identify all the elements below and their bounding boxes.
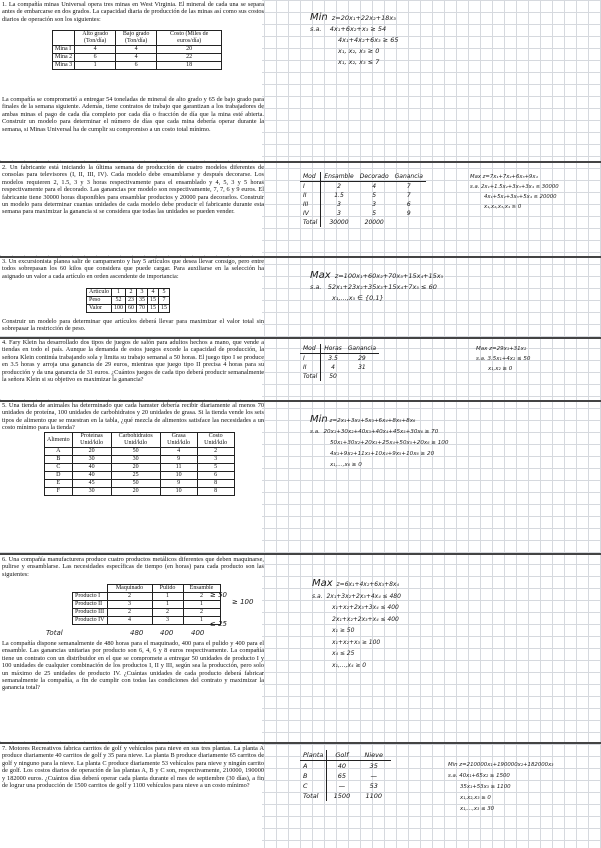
problem-7	[2, 745, 264, 789]
handwritten-solution-4	[476, 344, 530, 374]
table-cell: 25	[111, 472, 160, 480]
problem-3-statement: 3. Un excursionista planea salir de campamento y hay 5 artículos que desea llevar consigo, pero entre todos sobrepasan los 60 kilos que considera que puede cargar. Para auxiliarse en la selección ha asignado un valor a cada artículo en orden ascendente de importancia:	[2, 258, 264, 280]
table-header: Alimento	[45, 433, 73, 448]
table-row	[53, 46, 222, 54]
table-cell: 4	[372, 183, 377, 190]
table-cell: F	[45, 488, 73, 496]
table-row	[300, 761, 391, 772]
subject-to-label: s.a.	[448, 773, 458, 779]
table-cell: 20000	[364, 219, 384, 226]
constraint: x₁+x₂+x₃ ≥ 100	[332, 638, 381, 646]
handwritten-annotation: ≥ 100	[232, 598, 254, 606]
problem-5-statement: 5. Una tienda de animales ha determinado que cada hamster debería recibir diariamente al menos 70 unidades de proteína, 100 unidades de carbohidratos y 20 unidades de grasa. Si la tienda vende los seis tipos de alimento que se muestran en la tabla, ¿qué mezcla de alimentos satisface las necesidades a un costo mínimo para la tienda?	[2, 402, 264, 432]
table-cell: C	[45, 464, 73, 472]
table-cell: 6	[406, 201, 411, 208]
table-cell: 4	[160, 448, 197, 456]
table-cell: 20	[157, 46, 222, 54]
table-cell: Total	[300, 791, 327, 801]
constraint: 40x₁+65x₂ ≥ 1500	[459, 773, 510, 779]
problem-5	[2, 402, 264, 432]
problem-1	[2, 1, 264, 23]
table-cell: 2	[152, 609, 183, 617]
table-row	[300, 191, 426, 200]
table-cell: Valor	[87, 305, 112, 313]
objective-function: z=210000x₁+190000x₂+182000x₃	[459, 762, 554, 768]
constraint: 52x₁+23x₂+35x₃+15x₄+7x₅ ≤ 60	[327, 283, 437, 291]
constraint: x₁,...,x₅ ∈ {0,1}	[332, 294, 384, 302]
objective-label: Max	[312, 578, 333, 589]
table-cell: 3	[197, 456, 234, 464]
table-cell: 8	[197, 480, 234, 488]
table-cell: 10	[160, 488, 197, 496]
table-cell: I	[300, 354, 321, 364]
problem-5-table	[44, 432, 235, 496]
table-cell: Peso	[87, 297, 112, 305]
objective-function: z=2x₁+3x₂+5x₃+6x₄+8x₅+8x₆	[329, 418, 416, 424]
constraint: x₁, x₂, x₃ ≥ 0	[338, 47, 380, 55]
table-header: Ensamble	[183, 585, 220, 593]
objective-function: z=7x₁+7x₂+6x₃+9x₄	[482, 174, 538, 180]
table-row	[300, 218, 426, 227]
table-cell: 52	[112, 297, 126, 305]
table-row	[300, 771, 391, 781]
problem-4	[2, 339, 264, 383]
subject-to-label: s.a.	[310, 283, 322, 291]
constraint: 35x₁+53x₃ ≥ 1100	[460, 784, 511, 790]
table-cell: 2	[337, 183, 341, 190]
constraint: x₄ ≤ 25	[332, 650, 355, 657]
table-cell: 20	[111, 464, 160, 472]
table-cell: 30	[72, 456, 111, 464]
table-header: Decorado	[357, 172, 392, 182]
table-cell: 4	[75, 46, 116, 54]
handwritten-total: 480	[130, 629, 144, 637]
table-cell: 6	[116, 62, 157, 70]
table-header: 2	[126, 289, 137, 297]
handwritten-annotation: ≤ 25	[210, 620, 227, 628]
constraint: 4x₁+6x₂+x₃ ≥ 54	[329, 25, 387, 33]
table-cell: I	[300, 182, 321, 192]
table-cell: 10	[160, 472, 197, 480]
table-cell: 31	[358, 364, 366, 371]
constraint: 2x₁+1.5x₂+3x₃+3x₄ ≤ 30000	[481, 184, 559, 190]
table-cell: 6	[197, 472, 234, 480]
table-header: 4	[148, 289, 159, 297]
table-cell: 100	[112, 305, 126, 313]
problem-1-statement: 1. La compañía minas Universal opera tres minas en West Virginia. El mineral de cada una se separa antes de embarcarse en dos grados. La capacidad diaria de producción de las minas así como sus costos diarios de operación son los siguientes:	[2, 1, 264, 23]
table-header: Ganancia	[345, 344, 379, 354]
table-header: Pulido	[152, 585, 183, 593]
table-cell: 2	[183, 593, 220, 601]
problem-3-table	[86, 288, 170, 313]
table-cell: 4	[107, 617, 152, 625]
problem-3-continuation	[2, 318, 264, 333]
table-cell: Mina 3	[53, 62, 75, 70]
table-header: Alto grado (Ton/día)	[75, 31, 116, 46]
table-cell: Mina I	[53, 46, 75, 54]
table-cell: 30	[72, 488, 111, 496]
table-cell: 50	[329, 373, 337, 380]
table-cell	[392, 218, 426, 227]
table-cell: 3.5	[328, 355, 338, 362]
table-header: Horas	[321, 344, 345, 354]
table-cell: Producto III	[73, 609, 108, 617]
table-cell: Producto II	[73, 601, 108, 609]
handwritten-table-7	[300, 750, 391, 801]
table-cell: 23	[126, 297, 137, 305]
problem-7-statement: 7. Motores Recreativos fabrica carritos de golf y vehículos para nieve en sus tres plantas. La planta A produce diariamente 40 carritos de golf y 35 para nieve. La planta B produce diariamente 65 carritos de golf y ninguno para la nieve. La planta C produce diariamente 53 vehículos para nieve y ningún carrito de golf. Los costos diarios de operación de las plantas A, B y C son, respectivamente, 210000, 190000 y 182000 euros. ¿Cuántos días deberá operar cada planta durante el mes de septiembre (30 días), a fin de lograr una producción de 1500 carritos de golf y 1100 vehículos para nieve a un costo mínimo?	[2, 745, 264, 790]
table-cell: 5	[372, 192, 377, 199]
problem-2-statement: 2. Un fabricante está iniciando la última semana de producción de cuatro modelos diferentes de consolas para televisores (I, II, III, IV). Cada modelo debe ensamblarse y después decorarse. Los modelos requieren 2, 1.5, 3 y 3 horas respectivamente para el ensamblado y 4, 5, 3 y 5 horas respectivamente para el decorado. Las ganancias por modelo son respectivamente, 7, 7, 6 y 9 euros. El fabricante tiene 30000 horas disponibles para ensamblar productos y 20000 para decorarlos. Construir un modelo para determinar cuantas unidades de cada modelo debe producir el fabricante durante esta semana para maximizar la ganancia si se considera que todas las unidades se pueden vender.	[2, 164, 264, 216]
table-row	[45, 472, 235, 480]
table-row	[87, 297, 170, 305]
table-header: Mod	[300, 172, 321, 182]
table-cell: 70	[137, 305, 148, 313]
table-cell: 1100	[365, 792, 383, 800]
table-header: Ganancia	[392, 172, 426, 182]
table-cell: 1500	[333, 792, 351, 800]
problem-3	[2, 258, 264, 280]
table-header: 3	[137, 289, 148, 297]
table-header: Ensamble	[321, 172, 357, 182]
table-cell: Total	[300, 372, 321, 381]
table-row	[300, 209, 426, 218]
table-header	[73, 585, 108, 593]
objective-function: z=100x₁+60x₂+70x₃+15x₄+15x₅	[334, 272, 444, 280]
table-cell: 2	[197, 448, 234, 456]
table-row	[300, 791, 391, 801]
objective-label: Max	[310, 270, 331, 281]
table-cell: 1.5	[334, 192, 344, 199]
objective-label: Min	[448, 762, 458, 768]
table-cell: —	[338, 782, 346, 790]
handwritten-solution-5	[310, 414, 448, 471]
table-cell: 8	[197, 488, 234, 496]
objective-function: z=29x₁+31x₂	[489, 346, 527, 352]
handwritten-table-2	[300, 172, 426, 227]
table-header: Costo (Miles de euros/día)	[157, 31, 222, 46]
objective-label: Max	[470, 174, 481, 180]
table-cell: 60	[126, 305, 137, 313]
subject-to-label: s.a.	[310, 25, 322, 33]
table-cell: 35	[369, 762, 378, 770]
table-cell: 9	[406, 210, 411, 217]
constraint: x₁, x₂, x₃ ≤ 7	[338, 58, 380, 66]
table-header: Bajo grado (Ton/día)	[116, 31, 157, 46]
subject-to-label: s.a.	[470, 184, 480, 190]
handwritten-total: 400	[160, 629, 174, 637]
table-cell: Total	[300, 218, 321, 227]
table-cell: 7	[406, 192, 411, 199]
handwritten-total-label: Total	[46, 629, 63, 637]
table-cell: 1	[183, 617, 220, 625]
objective-function: z=6x₁+4x₂+6x₃+8x₄	[336, 581, 399, 588]
table-cell: 4	[116, 54, 157, 62]
objective-label: Max	[476, 346, 488, 352]
constraint: x₁+x₂+2x₃+3x₄ ≤ 400	[332, 604, 399, 611]
table-row	[73, 601, 221, 609]
constraint: 4x₁+4x₂+6x₃ ≥ 65	[338, 36, 399, 44]
table-cell: 35	[137, 297, 148, 305]
table-cell: 45	[72, 480, 111, 488]
table-cell: 2	[107, 609, 152, 617]
table-row	[53, 62, 222, 70]
table-row	[300, 182, 426, 192]
handwritten-solution-7	[448, 760, 553, 815]
subject-to-label: s.a.	[310, 429, 320, 435]
table-cell: 1	[152, 601, 183, 609]
problem-3-text2: Construir un modelo para determinar que artículos deberá llevar para maximizar el valor total sin sobrepasar la restricción de peso.	[2, 318, 264, 333]
subject-to-label: s.a.	[476, 356, 486, 362]
constraint: 2x₁+x₂+2x₃+x₄ ≤ 400	[332, 615, 399, 623]
table-cell: 1	[183, 601, 220, 609]
constraint: x₁,...,x₄ ≥ 0	[332, 661, 367, 669]
table-cell: 30000	[329, 219, 349, 226]
constraint: x₁,x₂ ≥ 0	[488, 366, 513, 372]
table-cell: 20	[111, 488, 160, 496]
table-cell: 5	[197, 464, 234, 472]
table-cell: 7	[159, 297, 170, 305]
table-row	[73, 617, 221, 625]
table-cell: 65	[337, 772, 347, 780]
table-row	[300, 372, 379, 381]
table-cell: 4	[116, 46, 157, 54]
table-cell: II	[300, 363, 321, 372]
constraint: 3.5x₁+4x₂ ≤ 50	[487, 356, 531, 362]
table-header: Carbohidratos Unid/kilo	[111, 433, 160, 448]
handwritten-solution-6	[312, 578, 401, 671]
table-cell: B	[45, 456, 73, 464]
table-cell: 1	[152, 593, 183, 601]
table-row	[45, 456, 235, 464]
table-cell: 40	[72, 464, 111, 472]
handwritten-solution-2	[470, 172, 559, 212]
table-header: Planta	[300, 750, 327, 761]
handwritten-total: 400	[191, 629, 205, 637]
constraint: x₁ ≥ 50	[332, 627, 355, 634]
table-cell: 6	[75, 54, 116, 62]
table-row	[45, 464, 235, 472]
table-row	[300, 200, 426, 209]
table-cell: 4	[331, 364, 335, 371]
constraint: 50x₁+30x₂+20x₃+25x₄+50x₅+20x₆ ≥ 100	[330, 440, 449, 446]
problem-6-text2: La compañía dispone semanalmente de 480 horas para el maquinado, 400 para el pulido y 400 para el ensamble. Las ganancias unitarias por producto son 6, 4, 6 y 8 euros respectivamente. La compañía tiene un contrato con un distribuidor en el que se compromete a entregar 50 unidades de producto I y 100 unidades de cualquier combinación de los productos I, II y III, según sea la producción, pero solo un máximo de 25 unidades de producto IV. ¿Cuántas unidades de cada producto deberá fabricar semanalmente la compañía, a fin de cumplir con todas las condiciones del contrato y maximizar la ganancia total?	[2, 640, 264, 692]
table-header: Mod	[300, 344, 321, 354]
table-cell: Mina 2	[53, 54, 75, 62]
table-cell: IV	[300, 209, 321, 218]
constraint: x₁,...,x₃ ≤ 30	[460, 806, 495, 812]
table-cell: 11	[160, 464, 197, 472]
table-cell: 2	[183, 609, 220, 617]
constraint: 4x₁+9x₂+11x₃+10x₄+9x₅+10x₆ ≥ 20	[330, 451, 435, 457]
table-header: Artículo	[87, 289, 112, 297]
table-cell: 3	[337, 210, 341, 217]
table-header: Golf	[327, 750, 357, 761]
table-cell: 2	[107, 593, 152, 601]
table-header: Grasa Unid/kilo	[160, 433, 197, 448]
table-row	[45, 448, 235, 456]
table-row	[45, 488, 235, 496]
table-cell: 7	[406, 183, 411, 190]
problem-2	[2, 164, 264, 216]
problem-6-statement: 6. Una compañía manufacturera produce cuatro productos metálicos diferentes que deben maquinarse, pulirse y ensamblarse. Las necesidades específicas de tiempo (en horas) para cada producto son las siguientes:	[2, 556, 264, 578]
table-cell: 53	[369, 782, 378, 790]
table-cell: B	[300, 771, 327, 781]
table-cell: 15	[159, 305, 170, 313]
problem-6	[2, 556, 264, 578]
handwritten-solution-3	[310, 270, 443, 304]
table-cell: 50	[111, 448, 160, 456]
table-row	[300, 363, 379, 372]
table-header: Maquinado	[107, 585, 152, 593]
table-row	[73, 609, 221, 617]
table-header: 5	[159, 289, 170, 297]
table-row	[45, 480, 235, 488]
objective-label: Min	[310, 12, 328, 23]
problem-4-statement: 4. Fary Klein ha desarrollado dos tipos de juegos de salón para adultos hechos a mano, que vende a tiendas en todo el país. Aunque la demanda de estos juegos excede la capacidad de producción, la señora Klein continúa trabajando sola y limita su trabajo semanal a 50 horas. El juego tipo I se produce en 3.5 horas y arroja una ganancia de 29 euros, mientras que juego tipo II precisa 4 horas para su producción y da una ganancia de 31 euros. ¿Cuántos juegos de cada tipo deberá producir semanalmente la señora Klein si su objetivo es maximizar la ganancia?	[2, 339, 264, 384]
table-cell: 40	[337, 762, 347, 770]
table-cell: 15	[148, 305, 159, 313]
table-cell: 40	[72, 472, 111, 480]
table-row	[53, 54, 222, 62]
table-cell: Producto IV	[73, 617, 108, 625]
constraint: 20x₁+30x₂+40x₃+40x₄+45x₅+30x₆ ≥ 70	[323, 429, 439, 435]
problem-6-table	[72, 584, 221, 625]
subject-to-label: s.a.	[312, 592, 323, 600]
table-cell: Producto I	[73, 593, 108, 601]
table-header: Proteínas Unid/kilo	[72, 433, 111, 448]
table-cell: A	[300, 761, 327, 772]
table-cell: 50	[111, 480, 160, 488]
handwritten-solution-1	[310, 12, 399, 68]
table-cell: 9	[160, 480, 197, 488]
constraint: x₁,...,x₆ ≥ 0	[330, 462, 362, 468]
table-cell: 1	[75, 62, 116, 70]
table-cell: 3	[152, 617, 183, 625]
constraint: x₁,x₂,x₃ ≥ 0	[460, 795, 491, 801]
table-cell: E	[45, 480, 73, 488]
table-cell: 29	[358, 355, 366, 362]
constraint: 2x₁+3x₂+2x₃+4x₄ ≤ 480	[326, 592, 401, 600]
table-cell: —	[370, 772, 377, 780]
table-cell: 3	[107, 601, 152, 609]
objective-function: z=20x₁+22x₂+18x₃	[331, 14, 396, 22]
handwritten-table-4	[300, 344, 379, 381]
table-cell: A	[45, 448, 73, 456]
table-cell: 20	[72, 448, 111, 456]
problem-1-continuation	[2, 96, 264, 133]
table-cell: III	[300, 200, 321, 209]
table-row	[87, 305, 170, 313]
table-row	[300, 354, 379, 364]
constraint: 4x₁+5x₂+3x₃+5x₄ ≤ 20000	[484, 194, 557, 200]
problem-6-continuation	[2, 640, 264, 692]
table-cell: D	[45, 472, 73, 480]
table-cell: 9	[160, 456, 197, 464]
table-cell: 5	[372, 210, 377, 217]
table-row	[73, 593, 221, 601]
table-row	[300, 781, 391, 791]
handwritten-annotation: ≥ 50	[210, 591, 227, 599]
problem-1-table	[52, 30, 222, 70]
table-header: Costo Unid/kilo	[197, 433, 234, 448]
table-cell: C	[300, 781, 327, 791]
table-header: Nieve	[356, 750, 391, 761]
objective-label: Min	[310, 414, 328, 425]
table-cell: 30	[111, 456, 160, 464]
table-cell: II	[300, 191, 321, 200]
problem-1-text2: La compañía se comprometió a entregar 54 toneladas de mineral de alto grado y 65 de bajo grado para finales de la semana siguiente. Además, tiene contratos de trabajo que garantizan a los trabajadores de ambas minas el pago de cada día completo por cada día o fracción de día que la mina esté abierta. Construir un modelo para determinar el número de días que cada mina debería operar durante la semana, si Minas Universal ha de cumplir su compromiso a un costo total mínimo.	[2, 96, 264, 133]
constraint: x₁,x₂,x₃,x₄ ≥ 0	[484, 204, 522, 210]
table-header: 1	[112, 289, 126, 297]
table-cell: 3	[372, 201, 377, 208]
table-cell: 18	[157, 62, 222, 70]
table-cell: 3	[337, 201, 341, 208]
table-cell	[345, 372, 379, 381]
table-header	[53, 31, 75, 46]
table-cell: 22	[157, 54, 222, 62]
table-cell: 15	[148, 297, 159, 305]
